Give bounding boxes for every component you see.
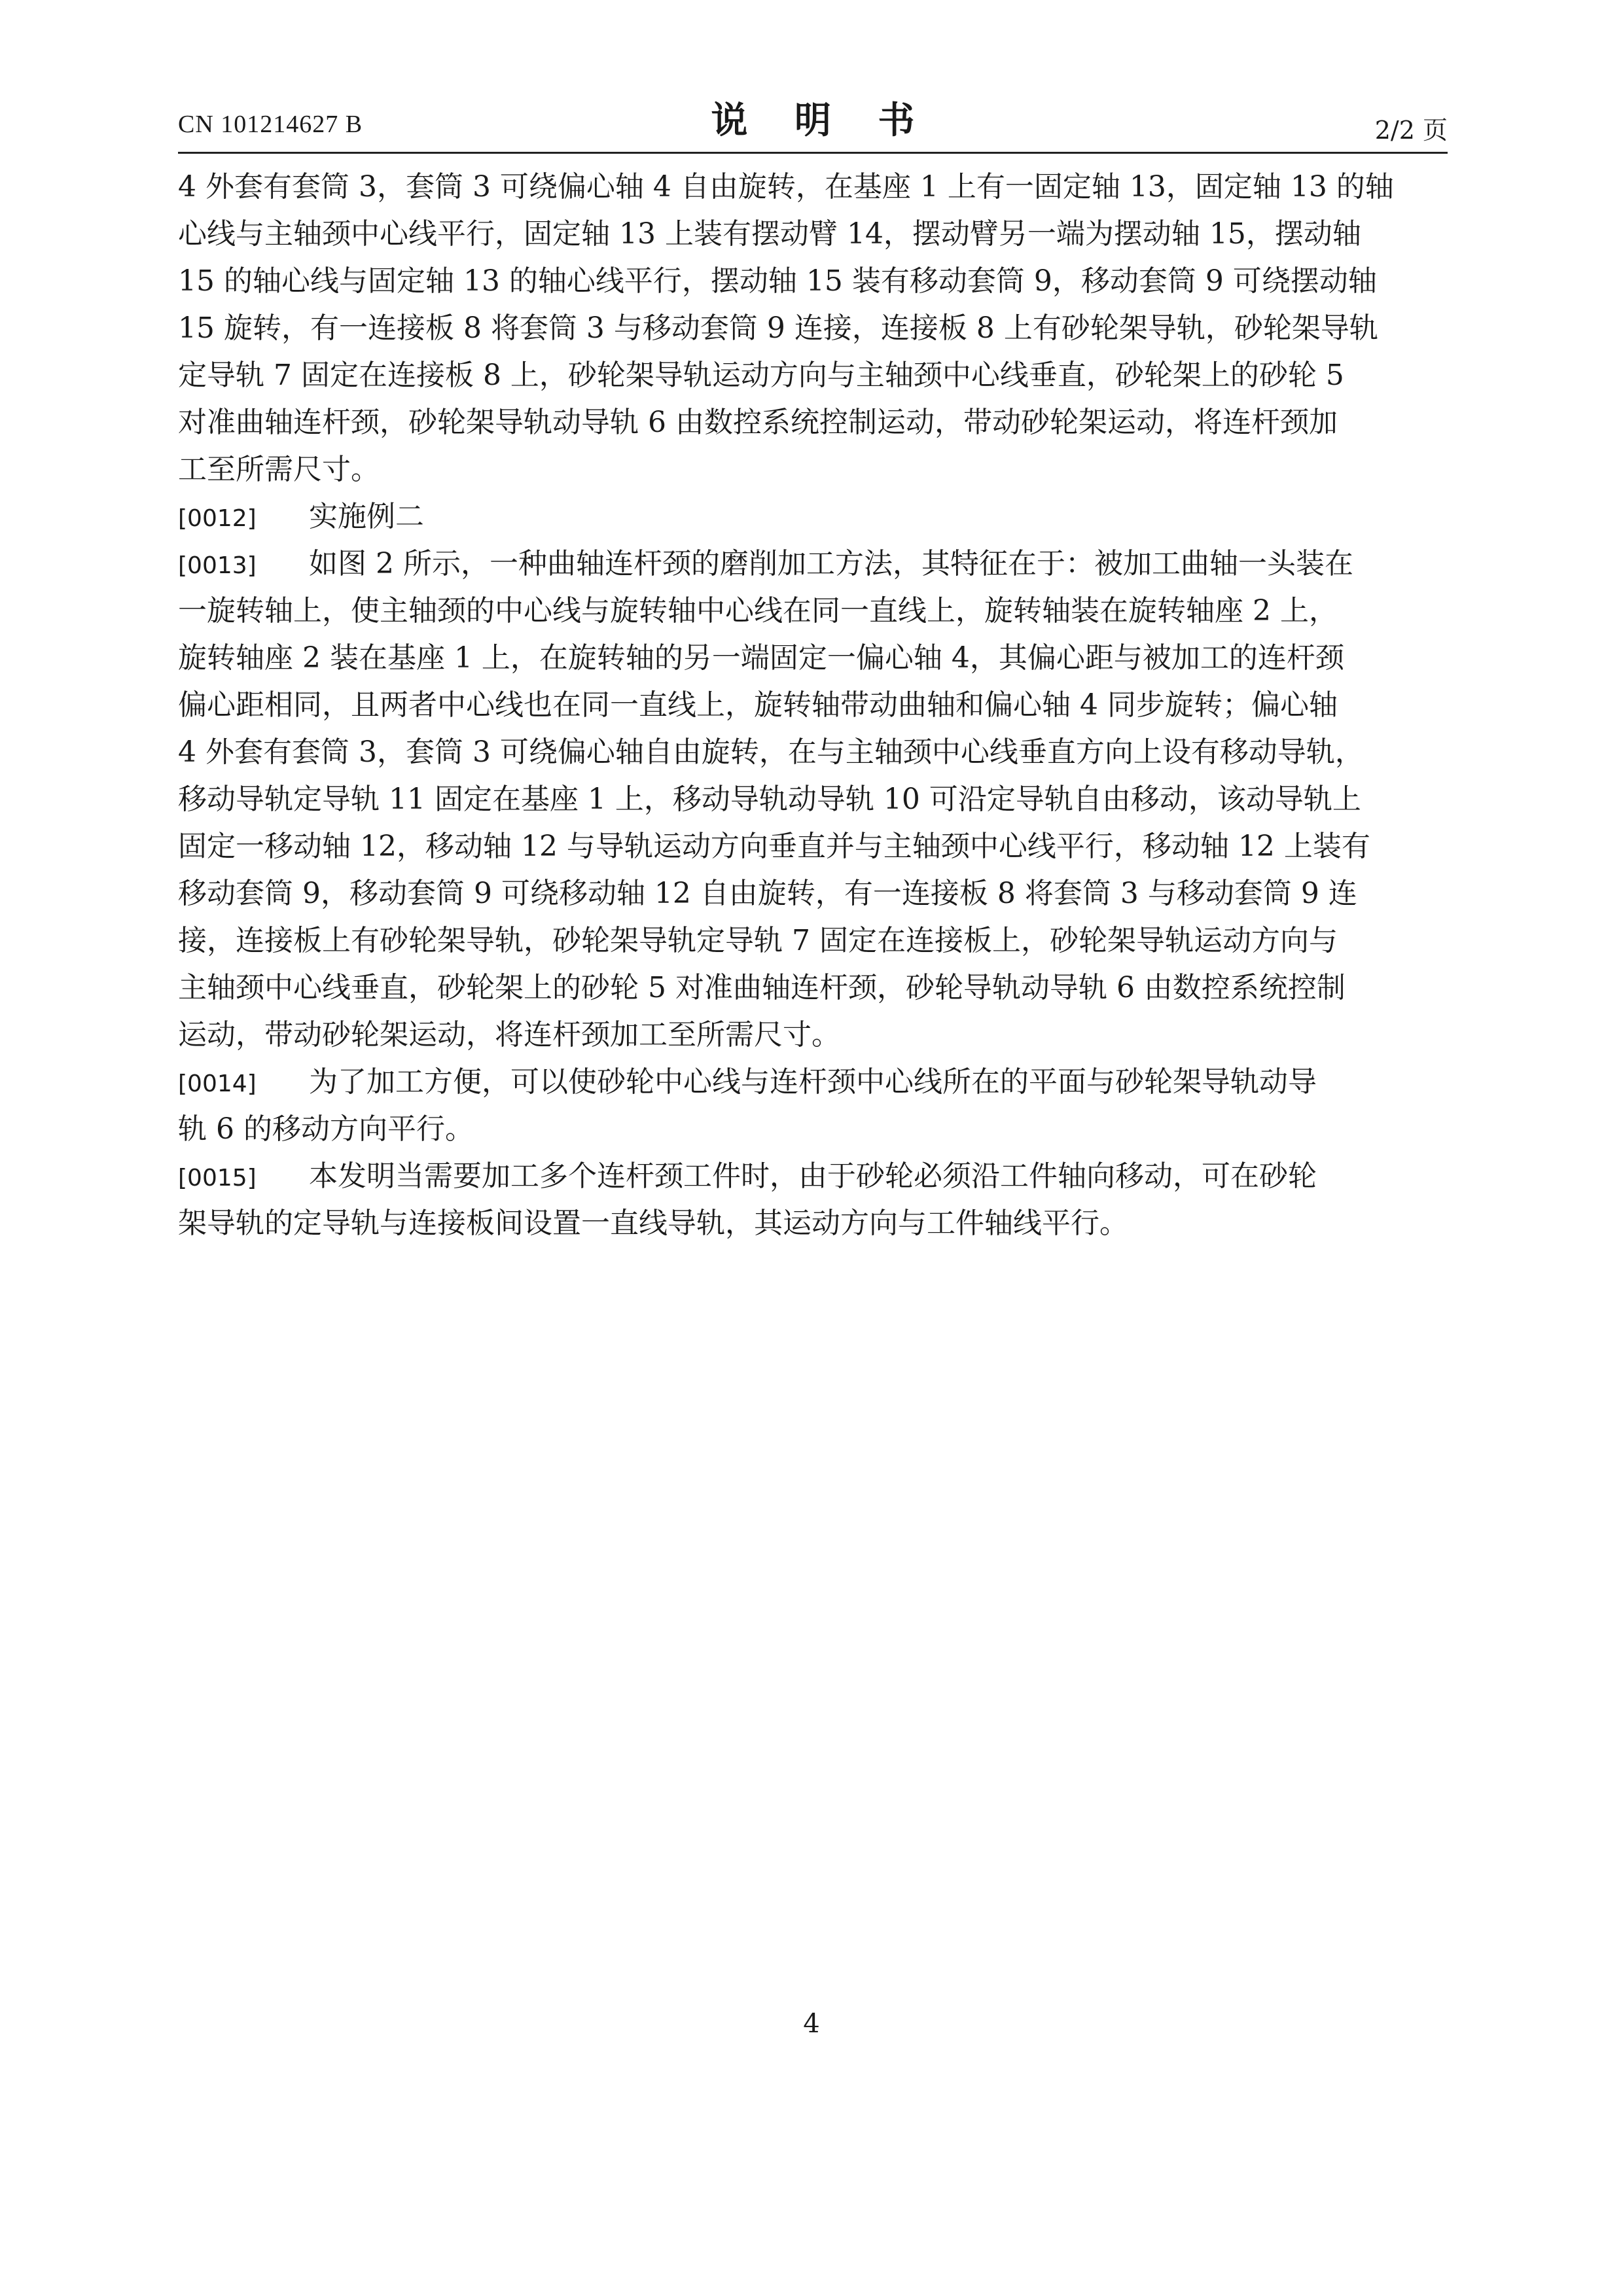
text-line xyxy=(178,823,1448,870)
description-body xyxy=(178,164,1448,1247)
document-title: 说 明 书 xyxy=(711,99,932,142)
line-text: 运动，带动砂轮架运动，将连杆颈加工至所需尺寸。 xyxy=(178,1018,840,1051)
text-line xyxy=(178,211,1448,258)
line-text: 移动套筒 9，移动套筒 9 可绕移动轴 12 自由旋转，有一连接板 8 将套筒 3 与移动套筒 9 连 xyxy=(178,877,1357,910)
patent-number: CN 101214627 B xyxy=(178,111,363,138)
line-text: 旋转轴座 2 装在基座 1 上，在旋转轴的另一端固定一偏心轴 4，其偏心距与被加工的连杆颈 xyxy=(178,641,1344,675)
line-text: 移动导轨定导轨 11 固定在基座 1 上，移动导轨动导轨 10 可沿定导轨自由移动，该动导轨上 xyxy=(178,783,1361,816)
text-line xyxy=(178,964,1448,1012)
text-line xyxy=(178,776,1448,823)
text-line xyxy=(178,1059,1448,1106)
line-text: 4 外套有套筒 3，套筒 3 可绕偏心轴自由旋转，在与主轴颈中心线垂直方向上设有移动导轨， xyxy=(178,735,1364,769)
line-text: 心线与主轴颈中心线平行，固定轴 13 上装有摆动臂 14，摆动臂另一端为摆动轴 15，摆动轴 xyxy=(178,217,1361,251)
text-line xyxy=(178,1200,1448,1247)
text-line xyxy=(178,305,1448,352)
line-text: 4 外套有套筒 3，套筒 3 可绕偏心轴 4 自由旋转，在基座 1 上有一固定轴 13，固定轴 13 的轴 xyxy=(178,170,1394,203)
text-line xyxy=(178,352,1448,399)
text-line xyxy=(178,493,1448,540)
line-text: 固定一移动轴 12，移动轴 12 与导轨运动方向垂直并与主轴颈中心线平行，移动轴 12 上装有 xyxy=(178,830,1370,863)
text-line xyxy=(178,917,1448,964)
page-header xyxy=(178,92,1448,150)
line-text: 15 的轴心线与固定轴 13 的轴心线平行，摆动轴 15 装有移动套筒 9，移动套筒 9 可绕摆动轴 xyxy=(178,264,1377,298)
line-text: 主轴颈中心线垂直，砂轮架上的砂轮 5 对准曲轴连杆颈，砂轮导轨动导轨 6 由数控系统控制 xyxy=(178,971,1346,1004)
text-line xyxy=(178,588,1448,635)
line-text: 架导轨的定导轨与连接板间设置一直线导轨，其运动方向与工件轴线平行。 xyxy=(178,1207,1128,1240)
line-text: 一旋转轴上，使主轴颈的中心线与旋转轴中心线在同一直线上，旋转轴装在旋转轴座 2 上， xyxy=(178,594,1338,627)
line-text: 如图 2 所示，一种曲轴连杆颈的磨削加工方法，其特征在于：被加工曲轴一头装在 xyxy=(309,547,1353,580)
line-text: 接，连接板上有砂轮架导轨，砂轮架导轨定导轨 7 固定在连接板上，砂轮架导轨运动方向与 xyxy=(178,924,1338,957)
line-text: 为了加工方便，可以使砂轮中心线与连杆颈中心线所在的平面与砂轮架导轨动导 xyxy=(309,1065,1317,1099)
text-line xyxy=(178,1153,1448,1200)
text-line xyxy=(178,1106,1448,1153)
line-text: 15 旋转，有一连接板 8 将套筒 3 与移动套筒 9 连接，连接板 8 上有砂轮架导轨，砂轮架导轨 xyxy=(178,311,1378,345)
line-text: 实施例二 xyxy=(309,500,424,533)
page-count: 2/2 页 xyxy=(1374,116,1448,145)
text-line xyxy=(178,540,1448,588)
paragraph-number: [0014] xyxy=(178,1070,257,1097)
line-text: 轨 6 的移动方向平行。 xyxy=(178,1112,474,1146)
page-number: 4 xyxy=(803,2009,820,2039)
text-line xyxy=(178,870,1448,917)
line-text: 工至所需尺寸。 xyxy=(178,453,380,486)
line-text: 本发明当需要加工多个连杆颈工件时，由于砂轮必须沿工件轴向移动，可在砂轮 xyxy=(309,1159,1317,1193)
text-line xyxy=(178,446,1448,493)
line-text: 对准曲轴连杆颈，砂轮架导轨动导轨 6 由数控系统控制运动，带动砂轮架运动，将连杆颈加 xyxy=(178,406,1338,439)
header-divider xyxy=(178,152,1448,154)
paragraph-number: [0015] xyxy=(178,1165,257,1192)
text-line xyxy=(178,258,1448,305)
text-line xyxy=(178,682,1448,729)
text-line xyxy=(178,1012,1448,1059)
text-line xyxy=(178,399,1448,446)
text-line xyxy=(178,164,1448,211)
text-line xyxy=(178,729,1448,776)
text-line xyxy=(178,635,1448,682)
paragraph-number: [0013] xyxy=(178,552,257,579)
line-text: 偏心距相同，且两者中心线也在同一直线上，旋转轴带动曲轴和偏心轴 4 同步旋转；偏心轴 xyxy=(178,688,1338,722)
line-text: 定导轨 7 固定在连接板 8 上，砂轮架导轨运动方向与主轴颈中心线垂直，砂轮架上的砂轮 5 xyxy=(178,359,1344,392)
paragraph-number: [0012] xyxy=(178,505,257,532)
